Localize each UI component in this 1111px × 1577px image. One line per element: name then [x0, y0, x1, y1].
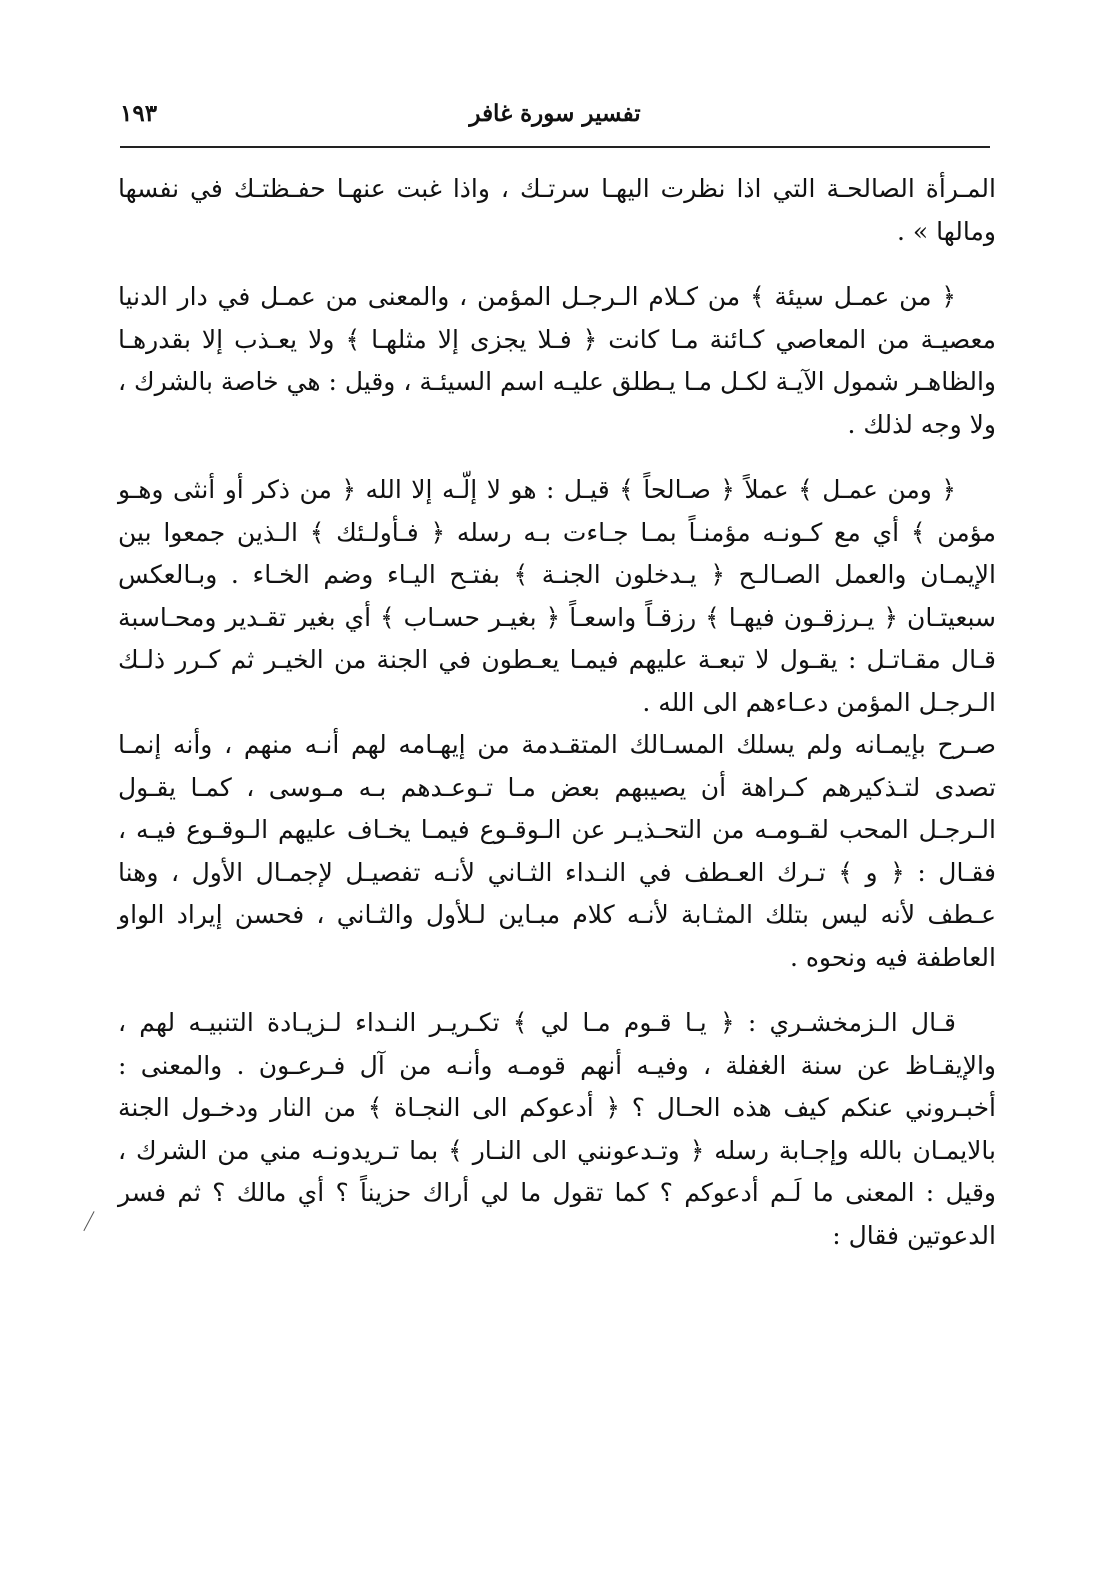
paragraph-3: ﴿ ومن عمـل ﴾ عملاً ﴿ صـالحاً ﴾ قيـل : هو لا إلّـه إلا الله ﴿ من ذكر أو أنثى وهـو مؤمن ﴾ أي مع كـونـه مؤمنـاً بمـا جـاءت بـه رسله ﴿ فـأولـئك ﴾ الـذين جمعوا بين الإيمـان والعمل الصـالـح ﴿ يـدخلون الجنـة ﴾ بفتـح اليـاء وضم الخـاء . وبـالعكس سبعيتـان ﴿ يـرزقـون فيهـا ﴾ رزقـاً واسعـاً ﴿ بغيـر حسـاب ﴾ أي بغير تقـدير ومحـاسبة قـال مقـاتـل : يقـول لا تبعـة عليهم فيمـا يعـطون في الجنة من الخيـر ثم كـرر ذلـك الـرجـل المؤمن دعـاءهم الى الله .: [118, 475, 996, 717]
body-text: [118, 168, 996, 1257]
paragraph-2: ﴿ من عمـل سيئة ﴾ من كـلام الـرجـل المؤمن ، والمعنى من عمـل في دار الدنيا معصيـة من المعاصي كـائنة مـا كانت ﴿ فـلا يجزى إلا مثلهـا ﴾ ولا يعـذب إلا بقدرهـا والظاهـر شمول الآيـة لكـل مـا يـطلق عليـه اسم السيئـة ، وقيل : هي خاصة بالشرك ، ولا وجه لذلك .: [118, 282, 996, 439]
page-header: [120, 96, 990, 136]
paragraph-1: المـرأة الصالحـة التي اذا نظرت اليهـا سرتـك ، واذا غبت عنهـا حفـظتـك في نفسها ومالها » .: [118, 174, 996, 246]
paragraph-4: صـرح بإيمـانه ولم يسلك المسـالك المتقـدمة من إيهـامه لهم أنـه منهم ، وأنه إنمـا تصدى لتـذكيرهم كـراهة أن يصيبهم بعض مـا تـوعـدهم بـه مـوسى ، كمـا يقـول الـرجـل المحب لقـومـه من التحـذيـر عن الـوقـوع فيمـا يخـاف عليهم الـوقـوع فيـه ، فقـال : ﴿ و ﴾ تـرك العـطف في النـداء الثـاني لأنـه تفصيـل لإجمـال الأول ، وهنا عـطف لأنه ليس بتلك المثـابة لأنـه كلام مبـاين لـلأول والثـاني ، فحسن إيراد الواو العاطفة فيه ونحوه .: [118, 730, 996, 972]
page-number: ١٩٣: [120, 100, 158, 127]
running-title: تفسير سورة غافر: [469, 100, 641, 127]
header-rule: [120, 146, 990, 148]
paragraph-5: قـال الـزمخشـري : ﴿ يـا قـوم مـا لي ﴾ تكـريـر النـداء لـزيـادة التنبيـه لهم ، والإيقـاظ عن سنة الغفلة ، وفيـه أنهم قومـه وأنـه من آل فـرعـون . والمعنى : أخبـروني عنكم كيف هذه الحـال ؟ ﴿ أدعوكم الى النجـاة ﴾ من النار ودخـول الجنة بالايمـان بالله وإجـابة رسله ﴿ وتـدعونني الى النـار ﴾ بما تـريدونـه مني من الشرك ، وقيل : المعنى ما لَـم أدعوكم ؟ كما تقول ما لي أراك حزيناً ؟ أي مالك ؟ ثم فسر الدعوتين فقال :: [118, 1008, 996, 1250]
pen-mark: [83, 1211, 101, 1235]
